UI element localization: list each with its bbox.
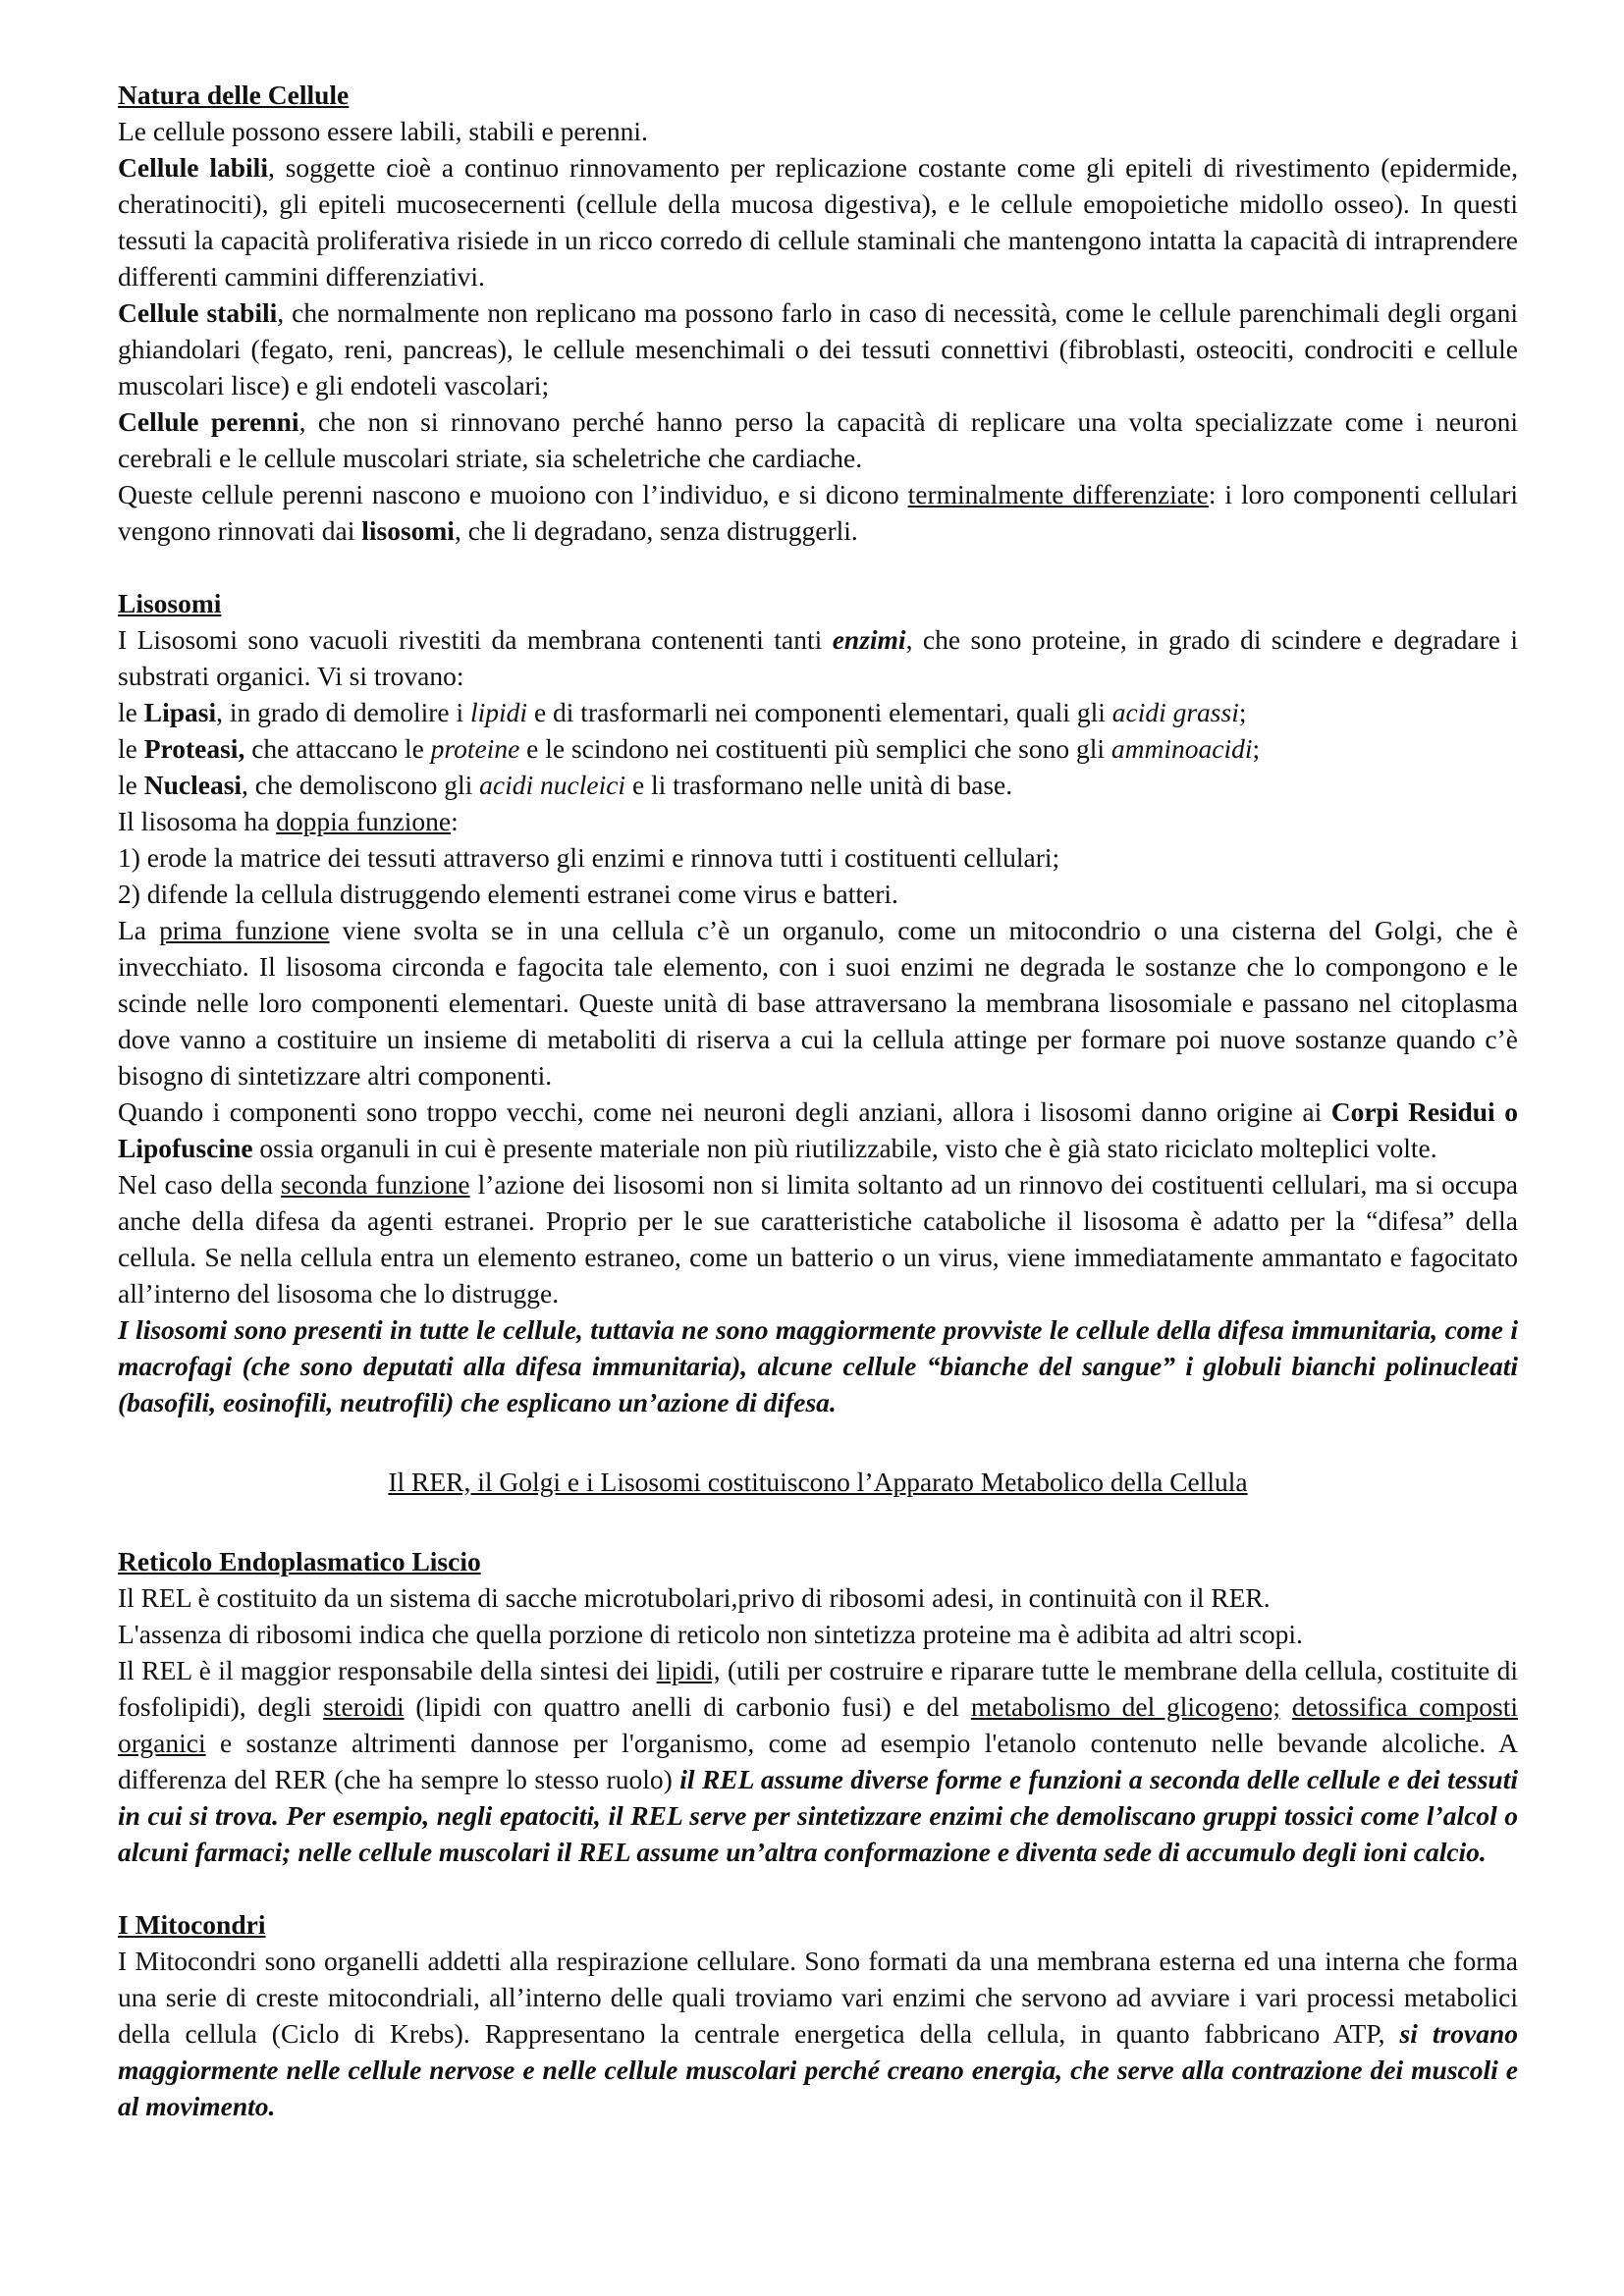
term-labili: Cellule labili: [118, 152, 268, 183]
paragraph-intro: Le cellule possono essere labili, stabili e perenni.: [118, 116, 648, 146]
line-doppia-funzione: Il lisosoma ha doppia funzione:: [118, 806, 459, 836]
paragraph-prima-funzione: La prima funzione viene svolta se in una cellula c’è un organulo, come un mitocondrio o una cisterna del Golgi, che è invecchiato. Il lisosoma circonda e fagocita tale elemento, con i suoi enzimi ne degrada le sostanze che lo compongono e le scinde nelle loro componenti elementari. Queste unità di base attraversano la membrana lisosomiale e passano nel citoplasma dove vanno a costituire un insieme di metaboliti di riserva a cui la cellula attinge per formare poi nuove sostanze quando c’è bisogno di sintetizzare altri componenti.: [118, 915, 1518, 1091]
line-lipasi: le Lipasi, in grado di demolire i lipidi e di trasformarli nei componenti elementari, quali gli acidi grassi;: [118, 697, 1247, 727]
paragraph-seconda-funzione: Nel caso della seconda funzione l’azione dei lisosomi non si limita soltanto ad un rinnovo dei costituenti cellulari, ma si occupa anche della difesa da agenti estranei. Proprio per le sue caratteristiche cataboliche il lisosoma è adatto per la “difesa” della cellula. Se nella cellula entra un elemento estraneo, come un batterio o un virus, viene immediatamente ammantato e fagocitato all’interno del lisosoma che lo distrugge.: [118, 1169, 1518, 1308]
paragraph-rel-2: L'assenza di ribosomi indica che quella porzione di reticolo non sintetizza proteine ma è adibita ad altri scopi.: [118, 1619, 1303, 1649]
list-item: 2) difende la cellula distruggendo elementi estranei come virus e batteri.: [118, 879, 898, 909]
line-proteasi: le Proteasi, che attaccano le proteine e le scindono nei costituenti più semplici che sono gli amminoacidi;: [118, 733, 1261, 764]
paragraph-mitocondri: I Mitocondri sono organelli addetti alla respirazione cellulare. Sono formati da una membrana esterna ed una interna che forma una serie di creste mitocondriali, all’interno delle quali troviamo vari enzimi che servono ad avviare i vari processi metabolici della cellula (Ciclo di Krebs). Rappresentano la centrale energetica della cellula, in quanto fabbricano ATP, si trovano maggiormente nelle cellule nervose e nelle cellule muscolari perché creano energia, che serve alla contrazione dei muscoli e al movimento.: [118, 1946, 1518, 2121]
term-perenni: Cellule perenni: [118, 406, 299, 437]
document-page: [118, 77, 1518, 2124]
line-nucleasi: le Nucleasi, che demoliscono gli acidi nucleici e li trasformano nelle unità di base.: [118, 770, 1013, 800]
paragraph-perenni: Cellule perenni, che non si rinnovano perché hanno perso la capacità di replicare una volta specializzate come i neuroni cerebrali e le cellule muscolari striate, sia scheletriche che cardiache.: [118, 406, 1518, 473]
centered-statement: Il RER, il Golgi e i Lisosomi costituiscono l’Apparato Metabolico della Cellula: [388, 1467, 1248, 1497]
spacer: [118, 1870, 1518, 1906]
paragraph-rel-1: Il REL è costituito da un sistema di sacche microtubolari,privo di ribosomi adesi, in continuità con il RER.: [118, 1582, 1271, 1613]
paragraph-labili: Cellule labili, soggette cioè a continuo rinnovamento per replicazione costante come gli epiteli di rivestimento (epidermide, cheratinociti), gli epiteli mucosecernenti (cellule della mucosa digestiva), e le cellule emopoietiche midollo osseo). In questi tessuti la capacità proliferativa risiede in un ricco corredo di cellule staminali che mantengono intatta la capacità di intraprendere differenti cammini differenziativi.: [118, 152, 1519, 292]
paragraph-stabili: Cellule stabili, che normalmente non replicano ma possono farlo in caso di necessità, come le cellule parenchimali degli organi ghiandolari (fegato, reni, pancreas), le cellule mesenchimali o dei tessuti connettivi (fibroblasti, osteociti, condrociti e cellule muscolari lisce) e gli endoteli vascolari;: [118, 297, 1519, 400]
spacer: [118, 1500, 1518, 1543]
list-item: 1) erode la matrice dei tessuti attraverso gli enzimi e rinnova tutti i costituenti cellulari;: [118, 842, 1060, 873]
section-title-rel: Reticolo Endoplasmatico Liscio: [118, 1546, 481, 1576]
section-title-mitocondri: I Mitocondri: [118, 1909, 266, 1940]
section-title-natura: Natura delle Cellule: [118, 80, 350, 110]
spacer: [118, 549, 1518, 585]
paragraph-perenni-detail: Queste cellule perenni nascono e muoiono con l’individuo, e si dicono terminalmente differenziate: i loro componenti cellulari vengono rinnovati dai lisosomi, che li degradano, senza distruggerli.: [118, 479, 1519, 546]
term-stabili: Cellule stabili: [118, 297, 278, 328]
paragraph-rel-3: Il REL è il maggior responsabile della sintesi dei lipidi, (utili per costruire e riparare tutte le membrane della cellula, costituite di fosfolipidi), degli steroidi (lipidi con quattro anelli di carbonio fusi) e del metabolismo del glicogeno; detossifica composti organici e sostanze altrimenti dannose per l'organismo, come ad esempio l'etanolo contenuto nelle bevande alcoliche. A differenza del RER (che ha sempre lo stesso ruolo) il REL assume diverse forme e funzioni a seconda delle cellule e dei tessuti in cui si trova. Per esempio, negli epatociti, il REL serve per sintetizzare enzimi che demoliscano gruppi tossici come l’alcol o alcuni farmaci; nelle cellule muscolari il REL assume un’altra conformazione e diventa sede di accumulo degli ioni calcio.: [118, 1655, 1518, 1867]
paragraph-emphasis-lisosomi: I lisosomi sono presenti in tutte le cellule, tuttavia ne sono maggiormente provviste le cellule della difesa immunitaria, come i macrofagi (che sono deputati alla difesa immunitaria), alcune cellule “bianche del sangue” i globuli bianchi polinucleati (basofili, eosinofili, neutrofili) che esplicano un’azione di difesa.: [118, 1314, 1518, 1417]
paragraph-lisosomi-intro: I Lisosomi sono vacuoli rivestiti da membrana contenenti tanti enzimi, che sono proteine, in grado di scindere e degradare i substrati organici. Vi si trovano:: [118, 624, 1518, 691]
spacer: [118, 1420, 1518, 1464]
paragraph-corpi-residui: Quando i componenti sono troppo vecchi, come nei neuroni degli anziani, allora i lisosomi danno origine ai Corpi Residui o Lipofuscine ossia organuli in cui è presente materiale non più riutilizzabile, visto che è già stato riciclato molteplici volte.: [118, 1096, 1518, 1163]
section-title-lisosomi: Lisosomi: [118, 588, 222, 618]
